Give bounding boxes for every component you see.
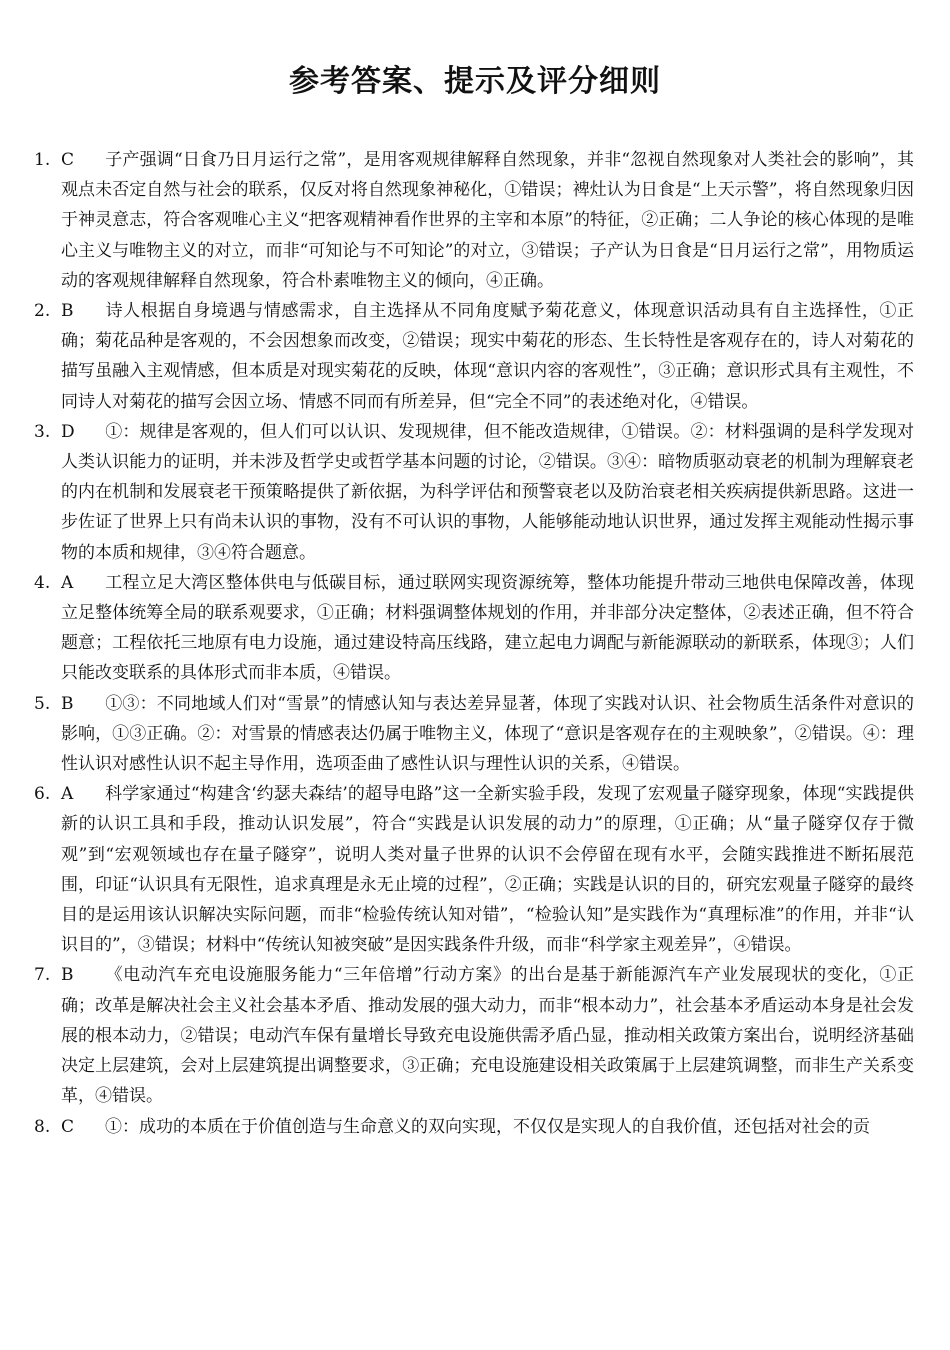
answer-choice: D <box>61 421 75 442</box>
answer-explanation: 子产强调“日食乃日月运行之常”，是用客观规律解释自然现象，并非“忽视自然现象对人类社会的影响”，其观点未否定自然与社会的联系，仅反对将自然现象神秘化，①错误；裨灶认为日食是“上天示警”，将自然现象归因于神灵意志，符合客观唯心主义“把客观精神看作世界的主宰和本原”的特征，②正确；二人争论的核心体现的是唯心主义与唯物主义的对立，而非“可知论与不可知论”的对立，③错误；子产认为日食是“日月运行之常”，用物质运动的客观规律解释自然现象，符合朴素唯物主义的倾向，④正确。 <box>61 150 914 291</box>
answer-item-3 <box>34 417 914 568</box>
answer-number: 2. <box>34 301 51 322</box>
answer-item-4 <box>34 568 914 689</box>
answer-item-5 <box>34 689 914 780</box>
answer-number: 6. <box>34 784 51 805</box>
answer-explanation: ①：成功的本质在于价值创造与生命意义的双向实现，不仅仅是实现人的自我价值，还包括对社会的贡 <box>105 1116 870 1137</box>
answer-explanation: ①：规律是客观的，但人们可以认识、发现规律，但不能改造规律，①错误。②：材料强调的是科学发现对人类认识能力的证明，并未涉及哲学史或哲学基本问题的讨论，②错误。③④：暗物质驱动衰老的机制为理解衰老的内在机制和发展衰老干预策略提供了新依据，为科学评估和预警衰老以及防治衰老相关疾病提供新思路。这进一步佐证了世界上只有尚未认识的事物，没有不可认识的事物，人能够能动地认识世界，通过发挥主观能动性揭示事物的本质和规律，③④符合题意。 <box>61 421 914 563</box>
answer-number: 1. <box>34 150 51 170</box>
answer-explanation: 工程立足大湾区整体供电与低碳目标，通过联网实现资源统筹，整体功能提升带动三地供电保障改善，体现立足整体统筹全局的联系观要求，①正确；材料强调整体规划的作用，并非部分决定整体，②表述正确，但不符合题意；工程依托三地原有电力设施，通过建设特高压线路，建立起电力调配与新能源联动的新联系，体现③；人们只能改变联系的具体形式而非本质，④错误。 <box>61 572 914 684</box>
answer-number: 5. <box>34 693 51 714</box>
answer-choice: B <box>61 965 74 986</box>
answer-item-6 <box>34 779 914 960</box>
answer-explanation: 科学家通过“构建含‘约瑟夫森结’的超导电路”这一全新实验手段，发现了宏观量子隧穿现象，体现“实践提供新的认识工具和手段，推动认识发展”，符合“实践是认识发展的动力”的原理，①正确；从“量子隧穿仅存于微观”到“宏观领域也存在量子隧穿”，说明人类对量子世界的认识不会停留在现有水平，会随实践推进不断拓展范围，印证“认识具有无限性，追求真理是永无止境的过程”，②正确；实践是认识的目的，研究宏观量子隧穿的最终目的是运用该认识解决实际问题，而非“检验传统认知对错”，“检验认知”是实践作为“真理标准”的作用，并非“认识目的”，③错误；材料中“传统认知被突破”是因实践条件升级，而非“科学家主观差异”，④错误。 <box>61 784 914 956</box>
answer-list <box>34 145 914 1142</box>
answer-explanation: 诗人根据自身境遇与情感需求，自主选择从不同角度赋予菊花意义，体现意识活动具有自主选择性，①正确；菊花品种是客观的，不会因想象而改变，②错误；现实中菊花的形态、生长特性是客观存在的，诗人对菊花的描写虽融入主观情感，但本质是对现实菊花的反映，体现“意识内容的客观性”，③正确；意识形式具有主观性，不同诗人对菊花的描写会因立场、情感不同而有所差异，但“完全不同”的表述绝对化，④错误。 <box>61 301 914 412</box>
answer-choice: C <box>61 150 75 170</box>
answer-item-2 <box>34 296 914 417</box>
answer-number: 3. <box>34 421 51 442</box>
answer-explanation: ①③：不同地域人们对“雪景”的情感认知与表达差异显著，体现了实践对认识、社会物质生活条件对意识的影响，①③正确。②：对雪景的情感表达仍属于唯物主义，体现了“意识是客观存在的主观映象”，②错误。④：理性认识对感性认识不起主导作用，选项歪曲了感性认识与理性认识的关系，④错误。 <box>61 693 914 775</box>
answer-choice: B <box>61 301 74 322</box>
answer-number: 4. <box>34 572 51 593</box>
page-title: 参考答案、提示及评分细则 <box>289 64 661 99</box>
answer-choice: B <box>61 693 74 714</box>
answer-choice: A <box>61 572 74 593</box>
answer-choice: C <box>61 1116 75 1137</box>
answer-item-7 <box>34 960 914 1111</box>
answer-item-1 <box>34 145 914 296</box>
answer-number: 7. <box>34 965 51 986</box>
answer-choice: A <box>61 784 74 805</box>
answer-number: 8. <box>34 1116 51 1137</box>
answer-explanation: 《电动汽车充电设施服务能力“三年倍增”行动方案》的出台是基于新能源汽车产业发展现状的变化，①正确；改革是解决社会主义社会基本矛盾、推动发展的强大动力，而非“根本动力”，社会基本矛盾运动本身是社会发展的根本动力，②错误；电动汽车保有量增长导致充电设施供需矛盾凸显，推动相关政策方案出台，说明经济基础决定上层建筑，会对上层建筑提出调整要求，③正确；充电设施建设相关政策属于上层建筑调整，而非生产关系变革，④错误。 <box>61 965 914 1107</box>
answer-item-8 <box>34 1112 914 1142</box>
